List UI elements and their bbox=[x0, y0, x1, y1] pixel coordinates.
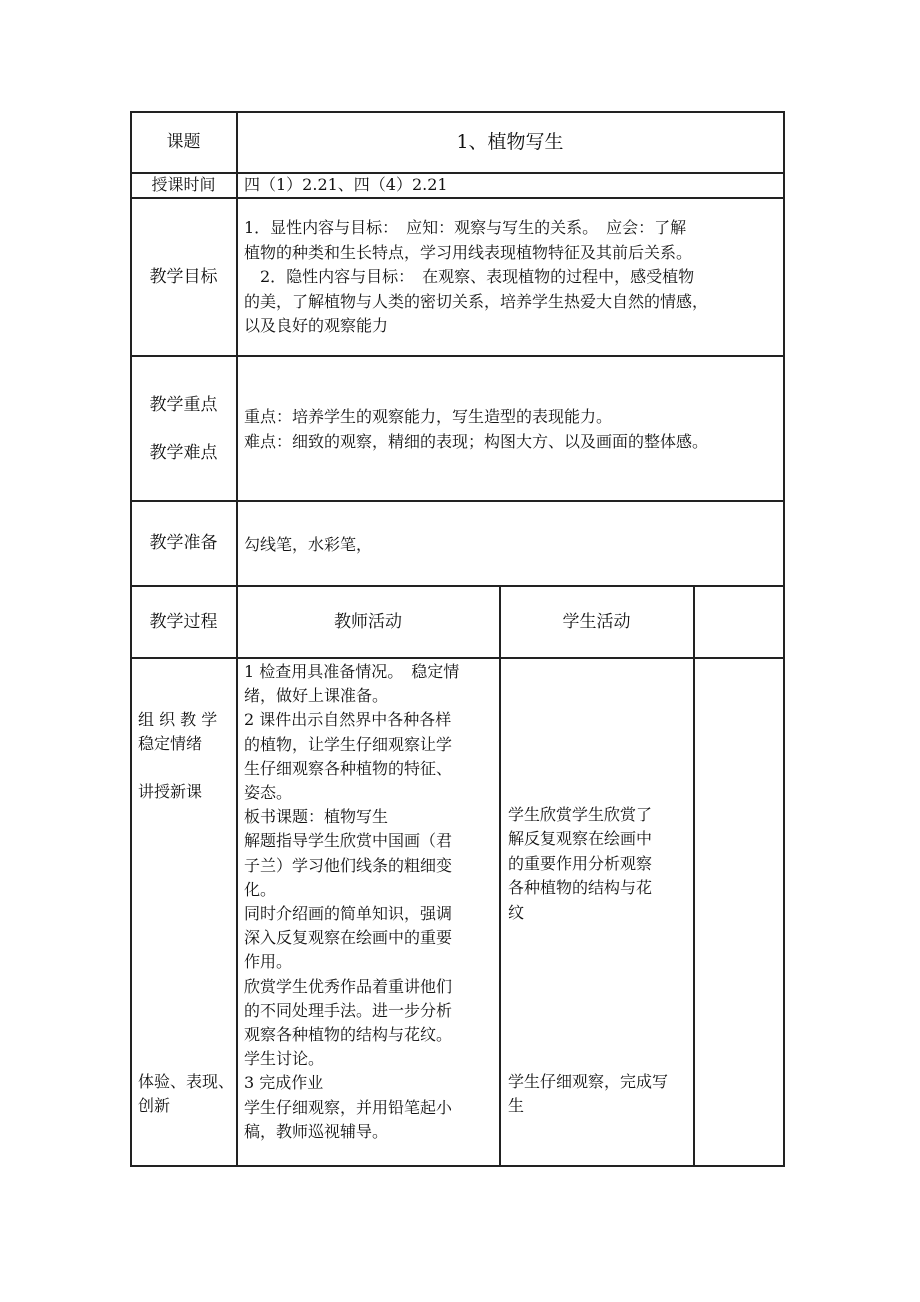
teacher-line: 稿，教师巡视辅导。 bbox=[244, 1121, 389, 1141]
column-divider bbox=[499, 585, 501, 1167]
student-line: 的重要作用分析观察 bbox=[508, 853, 653, 873]
stage-experience-line: 体验、表现、 bbox=[138, 1072, 235, 1091]
time-value: 四（1）2.21、四（4）2.21 bbox=[244, 175, 448, 194]
goals-text bbox=[244, 216, 780, 339]
teacher-line: 1 检查用具准备情况。 稳定情 bbox=[244, 662, 460, 681]
teacher-line: 生仔细观察各种植物的特征、 bbox=[244, 758, 453, 778]
table-border-bottom bbox=[130, 1165, 785, 1167]
stage-organize-line: 组 织 教 学 bbox=[138, 710, 218, 729]
student-line: 学生欣赏学生欣赏了 bbox=[508, 805, 653, 824]
stage-organize-line: 稳定情绪 bbox=[138, 734, 203, 753]
goals-line: 以及良好的观察能力 bbox=[244, 316, 389, 335]
teacher-line: 作用。 bbox=[244, 952, 293, 972]
student-activity-header: 学生活动 bbox=[562, 611, 631, 632]
column-divider bbox=[693, 585, 695, 1167]
teacher-line: 学生仔细观察，并用铅笔起小 bbox=[244, 1097, 453, 1117]
goals-line: 的美，了解植物与人类的密切关系，培养学生热爱大自然的情感， bbox=[244, 291, 709, 311]
goals-line: 植物的种类和生长特点，学习用线表现植物特征及其前后关系。 bbox=[244, 242, 693, 262]
key-value: 重点：培养学生的观察能力，写生造型的表现能力。 bbox=[244, 407, 613, 426]
difficulty-value: 难点：细致的观察，精细的表现；构图大方、以及画面的整体感。 bbox=[244, 432, 709, 451]
teacher-line: 的不同处理手法。进一步分析 bbox=[244, 1000, 453, 1020]
stage-experience-line: 创新 bbox=[138, 1096, 171, 1115]
student-line: 生 bbox=[508, 1096, 525, 1115]
teacher-line: 3 完成作业 bbox=[244, 1073, 324, 1093]
teacher-line: 观察各种植物的结构与花纹。 bbox=[244, 1025, 453, 1045]
prep-label: 教学准备 bbox=[149, 533, 218, 553]
goals-label: 教学目标 bbox=[149, 266, 218, 287]
row-divider bbox=[130, 657, 785, 659]
topic-label: 课题 bbox=[166, 132, 201, 152]
goals-line: 1．显性内容与目标： 应知：观察与写生的关系。 应会：了解 bbox=[244, 218, 687, 237]
table-border-right bbox=[783, 111, 785, 1167]
teacher-activity bbox=[244, 660, 498, 1144]
student-activity-1 bbox=[508, 803, 692, 925]
teacher-line: 的植物，让学生仔细观察让学 bbox=[244, 734, 453, 754]
student-line: 学生仔细观察，完成写 bbox=[508, 1072, 669, 1091]
row-divider bbox=[130, 355, 785, 357]
teacher-line: 欣赏学生优秀作品着重讲他们 bbox=[244, 976, 453, 996]
student-line: 解反复观察在绘画中 bbox=[508, 829, 653, 849]
teacher-line: 板书课题：植物写生 bbox=[244, 807, 389, 827]
topic-value: 1、植物写生 bbox=[456, 131, 564, 153]
teacher-line: 解题指导学生欣赏中国画（君 bbox=[244, 831, 453, 851]
student-line: 各种植物的结构与花 bbox=[508, 878, 653, 898]
goals-line: 2．隐性内容与目标： 在观察、表现植物的过程中，感受植物 bbox=[244, 267, 695, 286]
teacher-line: 姿态。 bbox=[244, 783, 293, 803]
teacher-line: 同时介绍画的简单知识，强调 bbox=[244, 904, 453, 924]
process-label: 教学过程 bbox=[149, 611, 218, 632]
teacher-line: 深入反复观察在绘画中的重要 bbox=[244, 928, 453, 948]
prep-value: 勾线笔，水彩笔， bbox=[244, 535, 373, 554]
student-line: 纹 bbox=[508, 902, 525, 922]
time-label: 授课时间 bbox=[151, 175, 216, 194]
key-label: 教学重点 bbox=[149, 395, 218, 415]
teacher-line: 学生讨论。 bbox=[244, 1049, 325, 1069]
stage-new-lesson: 讲授新课 bbox=[138, 782, 203, 801]
student-activity-2 bbox=[508, 1070, 692, 1118]
teacher-line: 子兰）学习他们线条的粗细变 bbox=[244, 855, 453, 875]
stage-experience bbox=[138, 1070, 236, 1118]
difficulty-label: 教学难点 bbox=[149, 443, 218, 463]
teacher-line: 绪，做好上课准备。 bbox=[244, 686, 389, 706]
teacher-line: 化。 bbox=[244, 879, 277, 899]
stage-organize bbox=[138, 708, 234, 756]
teacher-activity-header: 教师活动 bbox=[334, 611, 402, 632]
teacher-line: 2 课件出示自然界中各种各样 bbox=[244, 710, 452, 730]
